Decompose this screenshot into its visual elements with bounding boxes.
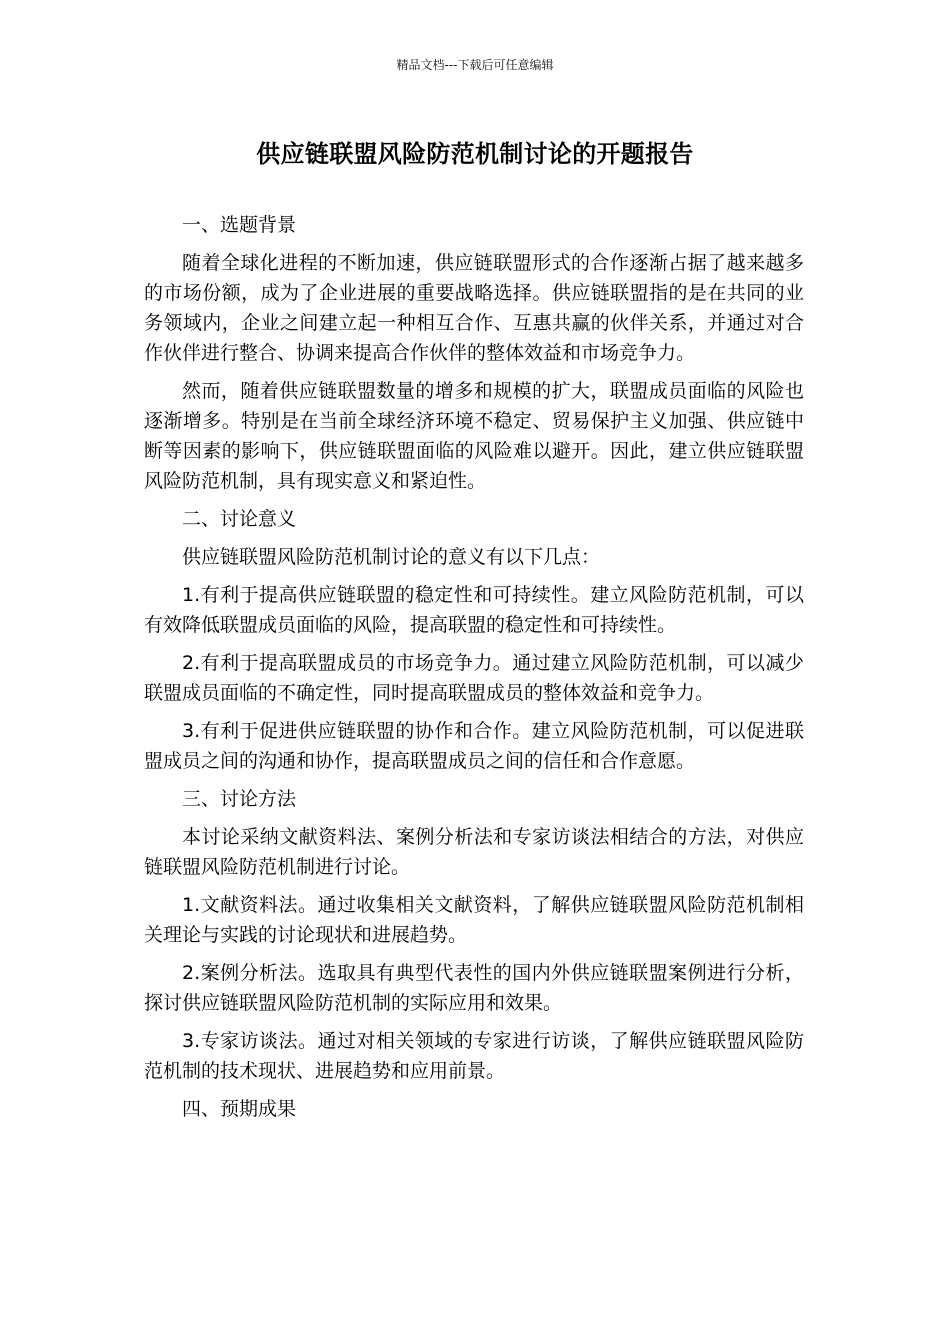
document-body xyxy=(144,210,804,1132)
paragraph: 然而，随着供应链联盟数量的增多和规模的扩大，联盟成员面临的风险也逐渐增多。特别是在当前全球经济环境不稳定、贸易保护主义加强、供应链中断等因素的影响下，供应链联盟面临的风险难以避开。因此，建立供应链联盟风险防范机制，具有现实意义和紧迫性。 xyxy=(144,380,804,492)
list-item: 1.有利于提高供应链联盟的稳定性和可持续性。建立风险防范机制，可以有效降低联盟成员面临的风险，提高联盟的稳定性和可持续性。 xyxy=(144,584,804,636)
list-item: 2.有利于提高联盟成员的市场竞争力。通过建立风险防范机制，可以减少联盟成员面临的不确定性，同时提高联盟成员的整体效益和竞争力。 xyxy=(144,652,804,704)
list-item: 3.有利于促进供应链联盟的协作和合作。建立风险防范机制，可以促进联盟成员之间的沟通和协作，提高联盟成员之间的信任和合作意愿。 xyxy=(144,720,804,772)
section-heading: 四、预期成果 xyxy=(182,1098,297,1120)
section-heading: 二、讨论意义 xyxy=(182,508,297,530)
paragraph: 供应链联盟风险防范机制讨论的意义有以下几点： xyxy=(182,546,601,568)
list-item: 1.文献资料法。通过收集相关文献资料，了解供应链联盟风险防范机制相关理论与实践的讨论现状和进展趋势。 xyxy=(144,894,804,946)
list-item: 2.案例分析法。选取具有典型代表性的国内外供应链联盟案例进行分析，探讨供应链联盟风险防范机制的实际应用和效果。 xyxy=(144,962,804,1014)
document-title: 供应链联盟风险防范机制讨论的开题报告 xyxy=(256,140,694,168)
page-header: 精品文档---下载后可任意编辑 xyxy=(396,58,554,72)
paragraph: 随着全球化进程的不断加速，供应链联盟形式的合作逐渐占据了越来越多的市场份额，成为了企业进展的重要战略选择。供应链联盟指的是在共同的业务领域内，企业之间建立起一种相互合作、互惠共赢的伙伴关系，并通过对合作伙伴进行整合、协调来提高合作伙伴的整体效益和市场竞争力。 xyxy=(144,252,804,364)
list-item: 3.专家访谈法。通过对相关领域的专家进行访谈，了解供应链联盟风险防范机制的技术现状、进展趋势和应用前景。 xyxy=(144,1030,804,1082)
section-heading: 一、选题背景 xyxy=(182,214,297,236)
section-heading: 三、讨论方法 xyxy=(182,788,297,810)
paragraph: 本讨论采纳文献资料法、案例分析法和专家访谈法相结合的方法，对供应链联盟风险防范机制进行讨论。 xyxy=(144,826,804,878)
